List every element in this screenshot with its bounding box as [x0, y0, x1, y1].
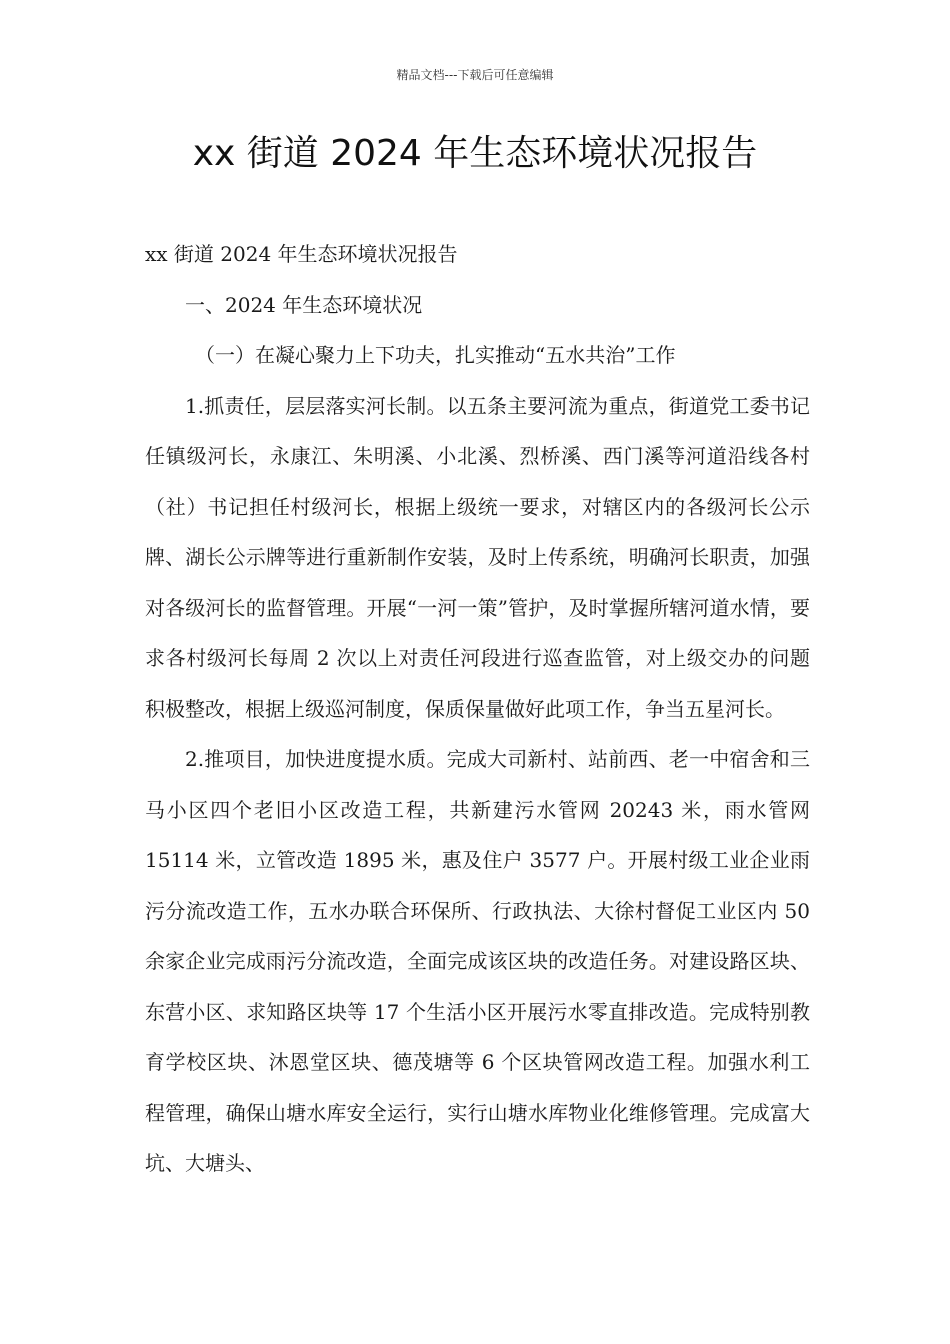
section-heading: 一、2024 年生态环境状况	[185, 292, 423, 317]
header-watermark: 精品文档---下载后可任意编辑	[396, 68, 554, 82]
document-body	[145, 229, 810, 1189]
subsection-heading: （一）在凝心聚力上下功夫，扎实推动“五水共治”工作	[195, 343, 676, 367]
body-paragraph: 1.抓责任，层层落实河长制。以五条主要河流为重点，街道党工委书记任镇级河长，永康江、朱明溪、小北溪、烈桥溪、西门溪等河道沿线各村（社）书记担任村级河长，根据上级统一要求，对辖区内的各级河长公示牌、湖长公示牌等进行重新制作安装，及时上传系统，明确河长职责，加强对各级河长的监督管理。开展“一河一策”管护，及时掌握所辖河道水情，要求各村级河长每周 2 次以上对责任河段进行巡查监管，对上级交办的问题积极整改，根据上级巡河制度，保质保量做好此项工作，争当五星河长。	[145, 393, 810, 721]
body-heading: xx 街道 2024 年生态环境状况报告	[145, 242, 458, 266]
body-paragraph: 2.推项目，加快进度提水质。完成大司新村、站前西、老一中宿舍和三马小区四个老旧小区改造工程，共新建污水管网 20243 米，雨水管网 15114 米，立管改造 1895 米，惠及住户 3577 户。开展村级工业企业雨污分流改造工作，五水办联合环保所、行政执法、大徐村督促工业区内 50 余家企业完成雨污分流改造，全面完成该区块的改造任务。对建设路区块、东营小区、求知路区块等 17 个生活小区开展污水零直排改造。完成特别教育学校区块、沐恩堂区块、德茂塘等 6 个区块管网改造工程。加强水利工程管理，确保山塘水库安全运行，实行山塘水库物业化维修管理。完成富大坑、大塘头、	[145, 747, 810, 1175]
document-title: xx 街道 2024 年生态环境状况报告	[192, 133, 758, 174]
